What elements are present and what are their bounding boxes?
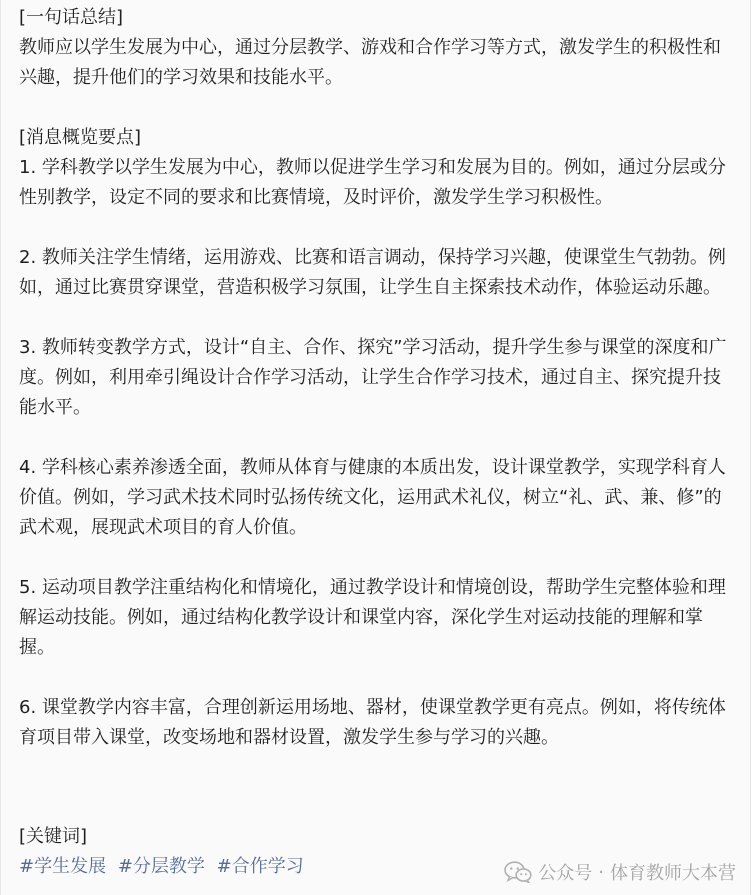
overview-point-5: 5. 运动项目教学注重结构化和情境化，通过教学设计和情境创设，帮助学生完整体验和理解运动技能。例如，通过结构化教学设计和课堂内容，深化学生对运动技能的理解和掌握。 (19, 577, 726, 658)
divider-space (19, 543, 736, 573)
divider-space (19, 753, 736, 783)
keywords-heading: [关键词] (19, 826, 88, 847)
keyword-tag[interactable]: #分层教学 (117, 856, 205, 877)
overview-point-4: 4. 学科核心素养渗透全面，教师从体育与健康的本质出发，设计课堂教学，实现学科育人价值。例如，学习武术技术同时弘扬传统文化，运用武术礼仪，树立“礼、武、兼、修”的武术观，展现武术项目的育人价值。 (19, 457, 726, 538)
wechat-watermark (504, 859, 736, 885)
overview-point-6: 6. 课堂教学内容丰富，合理创新运用场地、器材，使课堂教学更有亮点。例如，将传统体育项目带入课堂，改变场地和器材设置，激发学生参与学习的兴趣。 (19, 697, 726, 748)
overview-point-1: 1. 学科教学以学生发展为中心，教师以促进学生学习和发展为目的。例如，通过分层或分性别教学，设定不同的要求和比赛情境，及时评价，激发学生学习积极性。 (19, 157, 726, 208)
watermark-separator: · (598, 861, 604, 883)
divider-space (19, 93, 736, 123)
summary-text: 教师应以学生发展为中心，通过分层教学、游戏和合作学习等方式，激发学生的积极性和兴趣，提升他们的学习效果和技能水平。 (19, 37, 721, 88)
keyword-tag[interactable]: #合作学习 (216, 856, 304, 877)
overview-point-3: 3. 教师转变教学方式，设计“自主、合作、探究”学习活动，提升学生参与课堂的深度和广度。例如，利用牵引绳设计合作学习活动，让学生合作学习技术，通过自主、探究提升技能水平。 (19, 337, 727, 418)
summary-heading: [一句话总结] (19, 7, 124, 28)
overview-point-2: 2. 教师关注学生情绪，运用游戏、比赛和语言调动，保持学习兴趣，使课堂生气勃勃。例如，通过比赛贯穿课堂，营造积极学习氛围，让学生自主探索技术动作，体验运动乐趣。 (19, 247, 726, 298)
divider-space (19, 663, 736, 693)
divider-space (19, 423, 736, 453)
overview-heading: [消息概览要点] (19, 127, 142, 148)
wechat-logo-icon (504, 861, 532, 883)
keyword-tag[interactable]: #学生发展 (19, 856, 107, 877)
watermark-account: 体育教师大本营 (610, 863, 736, 884)
divider-space (19, 213, 736, 243)
divider-space (19, 303, 736, 333)
watermark-prefix: 公众号 (538, 863, 593, 884)
keyword-tags (19, 852, 310, 882)
